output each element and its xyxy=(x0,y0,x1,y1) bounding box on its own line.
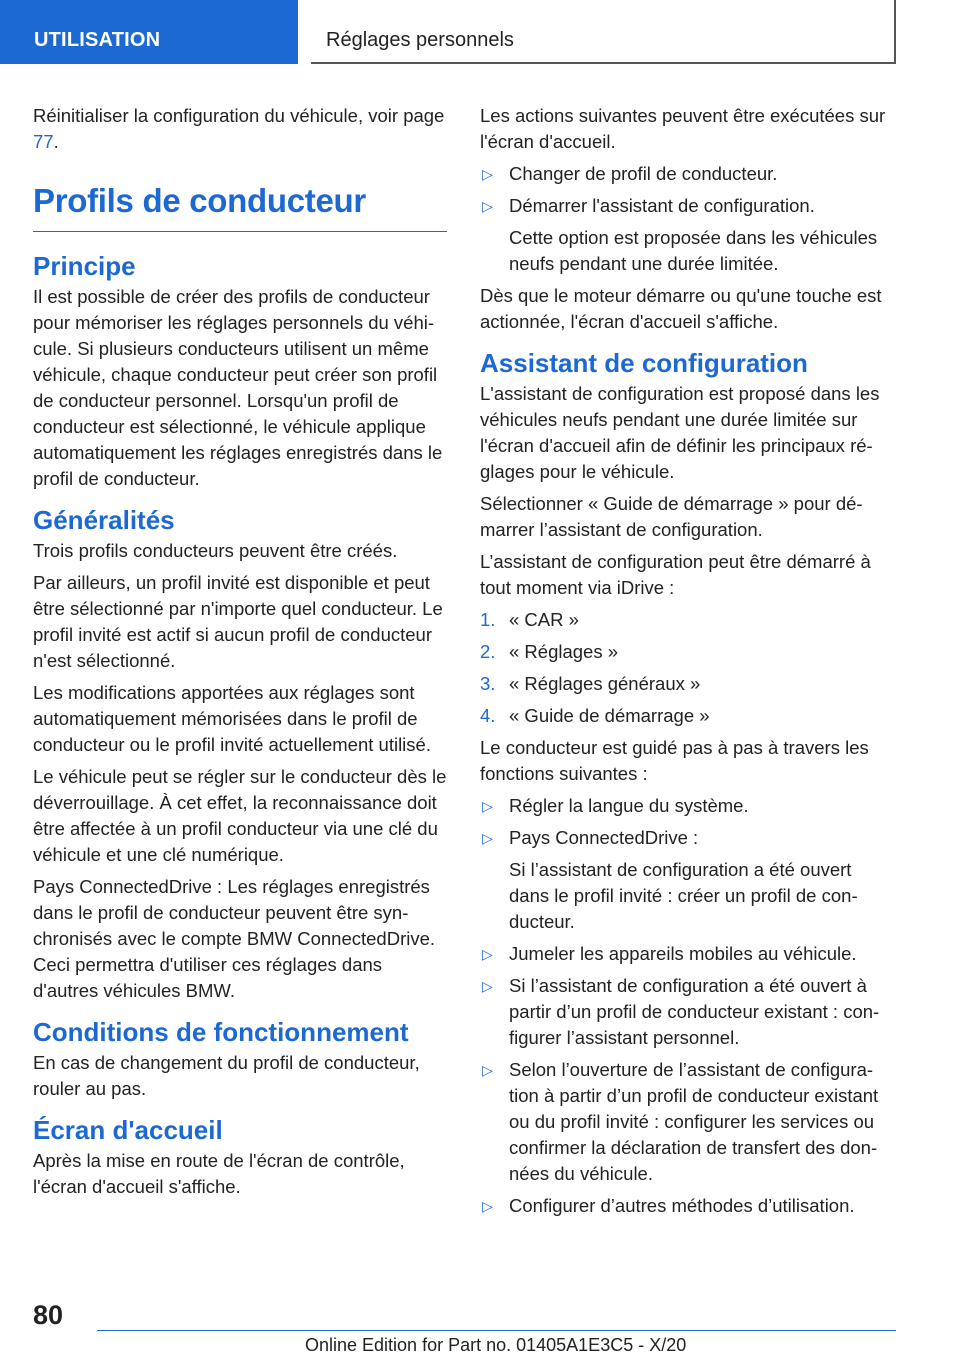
triangle-bullet-icon: ▷ xyxy=(482,830,493,846)
actions-paragraph: Les actions suivantes peuvent être exécutées sur l'écran d'accueil. xyxy=(480,105,886,152)
list-item-text: Configurer d’autres méthodes d’utilisation. xyxy=(509,1195,855,1216)
generalites-paragraph-1: Trois profils conducteurs peuvent être créés. xyxy=(33,540,398,561)
list-item xyxy=(480,793,895,819)
intro-end: . xyxy=(53,131,59,152)
section-title: Profils de conducteur xyxy=(33,181,447,232)
step-text: « CAR » xyxy=(509,609,579,630)
list-item xyxy=(480,1057,895,1187)
edition-footer: Online Edition for Part no. 01405A1E3C5 - X/20 xyxy=(305,1335,687,1355)
list-item-text: Pays ConnectedDrive : xyxy=(509,827,699,848)
page-number: 80 xyxy=(33,1300,64,1330)
chapter-title: Réglages personnels xyxy=(311,0,896,64)
triangle-bullet-icon: ▷ xyxy=(482,946,493,962)
triangle-bullet-icon: ▷ xyxy=(482,798,493,814)
generalites-paragraph-5: Pays ConnectedDrive : Les réglages enregistrés dans le profil de conducteur peuvent être synchronisés avec le compte BMW ConnectedDrive. Ceci permettra d'utiliser ces réglages dans d'autres véhicules BMW. xyxy=(33,876,436,1001)
list-item xyxy=(480,193,895,219)
step-number: 4. xyxy=(480,705,496,726)
step-item xyxy=(480,607,895,633)
step-number: 2. xyxy=(480,641,496,662)
list-item-note: Cette option est proposée dans les véhicules neufs pendant une durée limitée. xyxy=(509,227,878,274)
list-item-text: Jumeler les appareils mobiles au véhicule. xyxy=(509,943,857,964)
list-item-text: Si l’assistant de configuration a été ouvert à partir d’un profil de conducteur existant : configurer l’assistant personnel. xyxy=(509,975,880,1048)
list-item xyxy=(480,825,895,851)
generalites-paragraph-2: Par ailleurs, un profil invité est disponible et peut être sélectionné par n'importe quel conducteur. Le profil invité est actif si aucun profil de conducteur n'est sélectionné. xyxy=(33,572,443,671)
list-item-text: Changer de profil de conducteur. xyxy=(509,163,778,184)
triangle-bullet-icon: ▷ xyxy=(482,198,493,214)
right-column xyxy=(480,103,895,1225)
conditions-paragraph: En cas de changement du profil de conducteur, rouler au pas. xyxy=(33,1052,420,1099)
triangle-bullet-icon: ▷ xyxy=(482,1062,493,1078)
triangle-bullet-icon: ▷ xyxy=(482,166,493,182)
generalites-paragraph-3: Les modifications apportées aux réglages sont automatiquement mémorisées dans le profil de conducteur ou le profil invité actuellement utilisé. xyxy=(33,682,431,755)
heading-ecran-accueil: Écran d'accueil xyxy=(33,1115,223,1145)
list-item-text: Régler la langue du système. xyxy=(509,795,749,816)
assistant-paragraph-1: L'assistant de configuration est proposé dans les véhicules neufs pendant une durée limitée sur l'écran d'accueil afin de définir les principaux réglages pour le véhicule. xyxy=(480,383,880,482)
step-item xyxy=(480,703,895,729)
step-item xyxy=(480,671,895,697)
assistant-paragraph-4: Le conducteur est guidé pas à pas à travers les fonctions suivantes : xyxy=(480,737,869,784)
generalites-paragraph-4: Le véhicule peut se régler sur le conducteur dès le déverrouillage. À cet effet, la reconnaissance doit être affectée à un profil conducteur via une clé du véhicule et une clé numérique. xyxy=(33,766,447,865)
principe-paragraph: Il est possible de créer des profils de conducteur pour mémoriser les réglages personnels du véhicule. Si plusieurs conducteurs utilisent un même véhicule, chaque conducteur peut créer son profil de conducteur personnel. Lorsqu'un profil de conducteur est sélectionné, le véhicule applique automatiquement les réglages enregistrés dans le profil de conducteur. xyxy=(33,286,443,489)
heading-principe: Principe xyxy=(33,251,136,281)
step-text: « Réglages » xyxy=(509,641,619,662)
list-item xyxy=(480,1193,895,1219)
step-text: « Guide de démarrage » xyxy=(509,705,710,726)
list-item xyxy=(480,973,895,1051)
ecran-accueil-paragraph: Après la mise en route de l'écran de contrôle, l'écran d'accueil s'affiche. xyxy=(33,1150,405,1197)
list-item-text: Selon l’ouverture de l’assistant de configuration à partir d’un profil de conducteur existant ou du profil invité : configurer les services ou confirmer la déclaration de transfert des données du véhicule. xyxy=(509,1059,879,1184)
list-item-note: Si l’assistant de configuration a été ouvert dans le profil invité : créer un profil de conducteur. xyxy=(509,859,858,932)
step-item xyxy=(480,639,895,665)
page-link[interactable]: 77 xyxy=(33,131,54,152)
list-item xyxy=(480,941,895,967)
intro-paragraph xyxy=(33,103,447,155)
heading-conditions: Conditions de fonctionnement xyxy=(33,1017,409,1047)
startup-paragraph: Dès que le moteur démarre ou qu'une touche est actionnée, l'écran d'accueil s'affiche. xyxy=(480,285,882,332)
assistant-paragraph-3: L’assistant de configuration peut être démarré à tout moment via iDrive : xyxy=(480,551,871,598)
triangle-bullet-icon: ▷ xyxy=(482,1198,493,1214)
heading-generalites: Généralités xyxy=(33,505,175,535)
left-column xyxy=(33,103,447,1206)
section-tab: UTILISATION xyxy=(0,0,298,64)
list-item-text: Démarrer l'assistant de configuration. xyxy=(509,195,815,216)
triangle-bullet-icon: ▷ xyxy=(482,978,493,994)
footer-divider xyxy=(97,1330,896,1331)
assistant-paragraph-2: Sélectionner « Guide de démarrage » pour démarrer l’assistant de configuration. xyxy=(480,493,863,540)
intro-text: Réinitialiser la configuration du véhicule, voir page xyxy=(33,105,445,126)
step-number: 3. xyxy=(480,673,496,694)
step-number: 1. xyxy=(480,609,496,630)
list-item xyxy=(480,161,895,187)
heading-assistant: Assistant de configuration xyxy=(480,348,808,378)
step-text: « Réglages généraux » xyxy=(509,673,701,694)
